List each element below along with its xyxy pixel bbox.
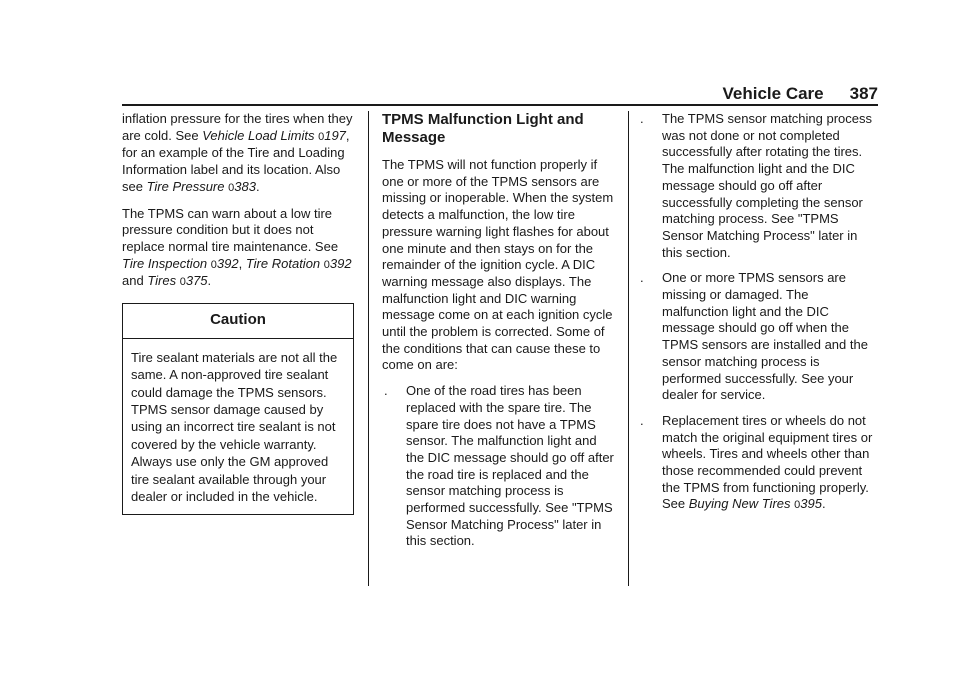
page-ref-arrow-icon: 0: [323, 258, 330, 271]
caution-box: [122, 303, 354, 515]
header-rule: [122, 104, 878, 106]
list-item-text: [662, 413, 872, 512]
list-item-text: One or more TPMS sensors are missing or damaged. The malfunction light and the DIC message should go off when the TPMS sensors are installed and the sensor matching process is performed successfully. See your dealer for service.: [662, 270, 868, 403]
bullet-icon: .: [640, 111, 644, 126]
bullet-icon: .: [640, 412, 644, 428]
page-ref-arrow-icon: 0: [228, 181, 235, 194]
page-ref-395[interactable]: 395: [800, 496, 822, 512]
page-ref-arrow-icon: 0: [210, 258, 217, 271]
text-run: .: [255, 178, 260, 194]
link-tire-inspection[interactable]: Tire Inspection: [122, 255, 208, 271]
paragraph-malfunction-intro: The TPMS will not function properly if one or more of the TPMS sensors are missing or inoperable. When the system detects a malfunction, the low tire pressure warning light flashes for about one minute and then stays on for the remainder of the ignition cycle. A DIC warning message also displays. The malfunction light and DIC warning message come on at each ignition cycle until the problem is corrected. Some of the conditions that can cause these to come on are:: [382, 157, 614, 373]
list-item: [638, 270, 878, 404]
link-tire-pressure[interactable]: Tire Pressure: [146, 178, 225, 194]
bullet-icon: .: [384, 383, 388, 399]
column-2: [382, 111, 618, 559]
link-tires[interactable]: Tires: [147, 273, 177, 289]
page-ref-arrow-icon: 0: [318, 130, 325, 143]
list-item: [638, 413, 878, 514]
text-run: .: [207, 273, 212, 289]
column-3: [638, 111, 878, 523]
text-run: .: [821, 496, 826, 512]
paragraph-tpms-warn: [122, 206, 354, 292]
page-ref-arrow-icon: 0: [794, 499, 801, 512]
paragraph-inflation: [122, 111, 354, 197]
page-ref-383[interactable]: 383: [234, 178, 256, 194]
section-title: Vehicle Care: [722, 84, 824, 103]
list-item: [382, 383, 618, 550]
column-1: [122, 111, 354, 515]
page-number: 387: [849, 84, 878, 103]
link-buying-new-tires[interactable]: Buying New Tires: [688, 496, 791, 512]
text-run: Replacement tires or wheels do not match the original equipment tires or wheels. Tires and wheels other than those recommended could prevent the TPMS from functioning properly. See: [662, 412, 873, 512]
page-ref-arrow-icon: 0: [179, 276, 186, 289]
text-run: and: [122, 273, 148, 289]
column-divider-1: [368, 111, 369, 586]
list-item-text: One of the road tires has been replaced with the spare tire. The spare tire does not have a TPMS sensor. The malfunction light and the DIC message should go off after the road tire is replaced and the sensor matching process is performed successfully. See "TPMS Sensor Matching Process" later in this section.: [406, 383, 614, 549]
text-run: , for an example of the Tire and Loading Information label and its location. Also see: [122, 127, 350, 194]
text-run: The TPMS can warn about a low tire pressure condition but it does not replace normal tire maintenance. See: [122, 205, 339, 254]
bullet-icon: .: [640, 270, 644, 286]
caution-body: Tire sealant materials are not all the same. A non-approved tire sealant could damage the TPMS sensors. TPMS sensor damage caused by using an incorrect tire sealant is not covered by the vehicle warranty. Always use only the GM approved tire sealant available through your dealer or included in the vehicle.: [131, 349, 338, 504]
text-run: ,: [238, 255, 246, 271]
caution-title: Caution: [123, 304, 353, 339]
list-item: [638, 111, 878, 261]
section-heading: TPMS Malfunction Light and Message: [382, 111, 584, 146]
list-item-text: The TPMS sensor matching process was not done or not completed successfully after rotating the tires. The malfunction light and the DIC message should go off after successfully completing the sensor matching process. See "TPMS Sensor Matching Process" later in this section.: [662, 111, 873, 260]
page-ref-392b[interactable]: 392: [329, 255, 352, 271]
running-header: [600, 84, 878, 104]
page-ref-375[interactable]: 375: [185, 273, 208, 289]
condition-list: [382, 383, 618, 550]
link-vehicle-load-limits[interactable]: Vehicle Load Limits: [202, 127, 315, 143]
page-ref-392a[interactable]: 392: [216, 255, 239, 271]
text-run: inflation pressure for the tires when they are cold. See: [122, 111, 353, 143]
column-divider-2: [628, 111, 629, 586]
link-tire-rotation[interactable]: Tire Rotation: [245, 255, 321, 271]
condition-list-continued: [638, 111, 878, 514]
page-ref-197[interactable]: 197: [324, 127, 346, 143]
